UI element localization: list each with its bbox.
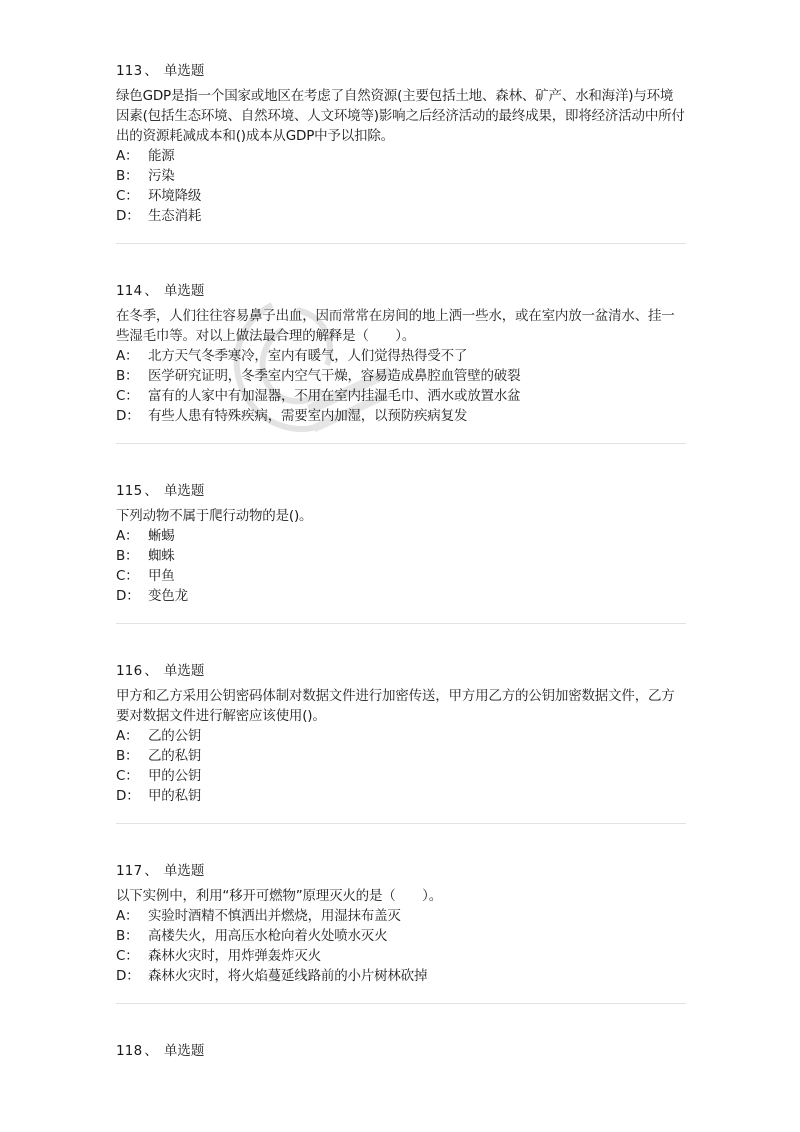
option-letter: D： [116, 408, 140, 424]
option-a [116, 526, 686, 546]
question-header [116, 281, 686, 301]
question-header [116, 661, 686, 681]
option-text: 高楼失火，用高压水枪向着火处喷水灭火 [148, 928, 388, 944]
question-type: 单选题 [163, 63, 205, 79]
option-letter: D： [116, 208, 140, 224]
option-text: 环境降级 [148, 188, 202, 204]
option-text: 蜥蜴 [148, 528, 175, 544]
question-type: 单选题 [163, 483, 205, 499]
divider [116, 443, 686, 444]
question-number: 118 [116, 1043, 143, 1059]
option-d [116, 206, 686, 226]
option-c [116, 186, 686, 206]
divider [116, 823, 686, 824]
question-115 [116, 481, 686, 606]
option-d [116, 586, 686, 606]
divider [116, 243, 686, 244]
option-letter: C： [116, 188, 139, 204]
option-text: 甲的公钥 [148, 768, 202, 784]
option-a [116, 906, 686, 926]
question-separator: 、 [144, 483, 158, 499]
option-letter: A： [116, 908, 139, 924]
option-c [116, 566, 686, 586]
option-d [116, 406, 686, 426]
question-113 [116, 61, 686, 226]
option-letter: A： [116, 148, 139, 164]
option-text: 有些人患有特殊疾病，需要室内加湿，以预防疾病复发 [148, 408, 468, 424]
question-number: 113 [116, 63, 143, 79]
option-letter: C： [116, 568, 139, 584]
option-letter: B： [116, 748, 139, 764]
question-number: 116 [116, 663, 143, 679]
option-c [116, 386, 686, 406]
question-number: 117 [116, 863, 143, 879]
option-letter: B： [116, 168, 139, 184]
question-header [116, 1041, 686, 1061]
option-letter: A： [116, 528, 139, 544]
option-text: 蜘蛛 [148, 548, 175, 564]
option-text: 甲鱼 [148, 568, 175, 584]
option-text: 医学研究证明，冬季室内空气干燥，容易造成鼻腔血管壁的破裂 [148, 368, 521, 384]
question-type: 单选题 [163, 1043, 205, 1059]
option-b [116, 926, 686, 946]
option-letter: C： [116, 768, 139, 784]
option-text: 森林火灾时，用炸弹轰炸灭火 [148, 948, 321, 964]
option-text: 甲的私钥 [148, 788, 202, 804]
option-text: 污染 [148, 168, 175, 184]
option-letter: B： [116, 368, 139, 384]
question-118 [116, 1041, 686, 1061]
option-a [116, 346, 686, 366]
option-text: 乙的私钥 [148, 748, 202, 764]
option-letter: C： [116, 388, 139, 404]
question-stem: 以下实例中，利用“移开可燃物”原理灭火的是（ ）。 [116, 888, 443, 904]
question-separator: 、 [144, 663, 158, 679]
question-number: 114 [116, 283, 143, 299]
option-letter: C： [116, 948, 139, 964]
option-letter: B： [116, 928, 139, 944]
question-type: 单选题 [163, 283, 205, 299]
question-stem: 甲方和乙方采用公钥密码体制对数据文件进行加密传送，甲方用乙方的公钥加密数据文件，乙方要对数据文件进行解密应该使用()。 [116, 688, 675, 724]
option-a [116, 726, 686, 746]
question-117 [116, 861, 686, 986]
option-b [116, 166, 686, 186]
option-a [116, 146, 686, 166]
question-separator: 、 [144, 1043, 158, 1059]
option-letter: B： [116, 548, 139, 564]
option-text: 变色龙 [148, 588, 188, 604]
option-letter: A： [116, 348, 139, 364]
option-b [116, 366, 686, 386]
divider [116, 1003, 686, 1004]
option-letter: D： [116, 788, 140, 804]
option-text: 实验时酒精不慎洒出并燃烧，用湿抹布盖灭 [148, 908, 401, 924]
question-type: 单选题 [163, 663, 205, 679]
question-stem: 下列动物不属于爬行动物的是()。 [116, 508, 313, 524]
option-letter: D： [116, 588, 140, 604]
question-type: 单选题 [163, 863, 205, 879]
question-number: 115 [116, 483, 143, 499]
question-separator: 、 [144, 863, 158, 879]
divider [116, 623, 686, 624]
option-d [116, 966, 686, 986]
option-b [116, 746, 686, 766]
option-text: 乙的公钥 [148, 728, 202, 744]
question-separator: 、 [144, 283, 158, 299]
question-header [116, 861, 686, 881]
option-text: 能源 [148, 148, 175, 164]
question-separator: 、 [144, 63, 158, 79]
option-text: 生态消耗 [148, 208, 202, 224]
option-letter: A： [116, 728, 139, 744]
option-text: 森林火灾时，将火焰蔓延线路前的小片树林砍掉 [148, 968, 428, 984]
option-text: 富有的人家中有加湿器，不用在室内挂湿毛巾、洒水或放置水盆 [148, 388, 521, 404]
question-114 [116, 281, 686, 426]
option-text: 北方天气冬季寒冷，室内有暖气，人们觉得热得受不了 [148, 348, 468, 364]
option-c [116, 946, 686, 966]
question-116 [116, 661, 686, 806]
question-header [116, 481, 686, 501]
option-c [116, 766, 686, 786]
question-header [116, 61, 686, 81]
option-d [116, 786, 686, 806]
option-b [116, 546, 686, 566]
option-letter: D： [116, 968, 140, 984]
question-stem: 在冬季，人们往往容易鼻子出血，因而常常在房间的地上洒一些水，或在室内放一盆清水、挂一些湿毛巾等。对以上做法最合理的解释是（ ）。 [116, 308, 675, 344]
question-stem: 绿色GDP是指一个国家或地区在考虑了自然资源(主要包括土地、森林、矿产、水和海洋)与环境因素(包括生态环境、自然环境、人文环境等)影响之后经济活动的最终成果，即将经济活动中所付出的资源耗减成本和()成本从GDP中予以扣除。 [116, 88, 685, 144]
